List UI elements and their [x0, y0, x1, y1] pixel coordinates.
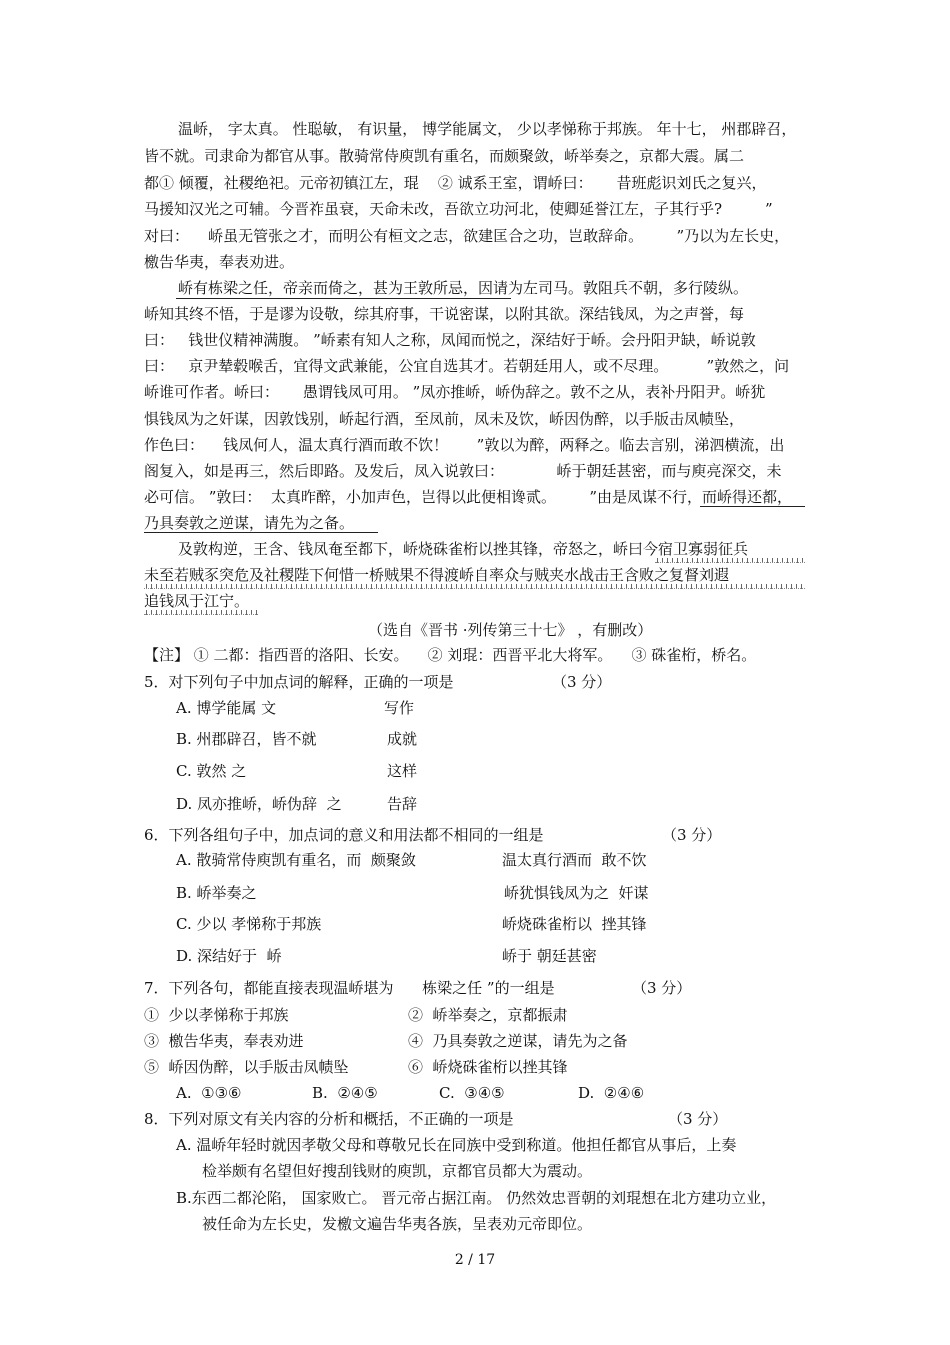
option-d-meaning: 告辞	[387, 795, 418, 813]
wavy-underline	[655, 558, 805, 563]
question-score: （3 分）	[668, 1110, 728, 1128]
question-score: （3 分）	[632, 979, 692, 997]
option-a-continued: 检举颇有名望但好搜刮钱财的庾凯，京都官员都大为震动。	[202, 1162, 593, 1180]
passage-line: 都① 倾覆，社稷绝祀。元帝初镇江左，琨 ② 诚系王室，谓峤曰： 昔班彪识刘氏之复兴，	[144, 174, 767, 192]
passage-line: 未至若贼豕突危及社稷陛下何惜一桥贼果不得渡峤自率众与贼夹水战击王含败之复督刘遐	[144, 566, 730, 584]
choice-c[interactable]: C. ③④⑤	[439, 1084, 505, 1102]
list-item: ④ 乃具奏敦之逆谋，请先为之备	[408, 1032, 628, 1050]
choice-d[interactable]: D. ②④⑥	[578, 1084, 645, 1102]
option-a-meaning: 写作	[384, 699, 415, 717]
wavy-underline	[144, 584, 805, 589]
list-item: ① 少以孝悌称于邦族	[144, 1006, 289, 1024]
passage-line: 追钱凤于江宁。	[144, 592, 250, 610]
list-item: ⑤ 峤因伪醉，以手版击凤帻坠	[144, 1058, 349, 1076]
list-item: ⑥ 峤烧硃雀桁以挫其锋	[408, 1058, 568, 1076]
wavy-underline	[144, 610, 258, 615]
passage-line: 乃具奏敦之逆谋，请先为之备。	[144, 514, 355, 532]
passage-line: 曰： 钱世仪精神满腹。 ”峤素有知人之称，凤闻而悦之，深结好于峤。会丹阳尹缺，峤说敦	[144, 331, 756, 349]
list-item: ② 峤举奏之，京都振肃	[408, 1006, 568, 1024]
option-c-pair: 峤烧硃雀桁以 挫其锋	[502, 915, 647, 933]
passage-line: 必可信。 ”敦曰： 太真昨醉，小加声色，岂得以此便相谗贰。 ”由是凤谋不行，而峤得还都，	[144, 488, 793, 506]
option-a-pair: 温太真行酒而 敢不饮	[502, 851, 647, 869]
underline	[176, 298, 511, 299]
passage-line: 檄告华夷，奉表劝进。	[144, 253, 295, 271]
passage-line: 阁复入，如是再三，然后即路。及发后，凤入说敦曰： 峤于朝廷甚密，而与庾亮深交，未	[144, 462, 782, 480]
choice-a[interactable]: A. ①③⑥	[176, 1084, 242, 1102]
option-d[interactable]: D. 凤亦推峤，峤伪辞 之	[176, 795, 342, 813]
passage-line: 温峤， 字太真。 性聪敏， 有识量， 博学能属文， 少以孝悌称于邦族。 年十七， 州郡辟召，	[178, 120, 797, 138]
passage-source: （选自《晋书 ·列传第三十七》 ，有删改）	[368, 621, 653, 639]
passage-line: 作色曰： 钱凤何人，温太真行酒而敢不饮！ ”敦以为醉，两释之。临去言别，涕泗横流，出	[144, 436, 785, 454]
passage-line: 峤谁可作者。峤曰： 愚谓钱凤可用。 ”凤亦推峤，峤伪辞之。敦不之从，表补丹阳尹。峤犹	[144, 383, 766, 401]
passage-line: 惧钱凤为之奸谋，因敦饯别，峤起行酒，至凤前，凤未及饮，峤因伪醉，以手版击凤帻坠，	[144, 410, 745, 428]
passage-line: 马援知汉光之可辅。今晋祚虽衰，天命未改，吾欲立功河北，使卿延誉江左，子其行乎? ”	[144, 200, 773, 218]
question-stem: 6．下列各组句子中，加点词的意义和用法都不相同的一组是	[144, 826, 544, 844]
passage-line: 曰： 京尹辇毂喉舌，宜得文武兼能，公宜自选其才。若朝廷用人，或不尽理。 ”敦然之，问	[144, 357, 790, 375]
option-b[interactable]: B.东西二都沦陷， 国家败亡。 晋元帝占据江南。 仍然效忠晋朝的刘琨想在北方建功立业，	[176, 1189, 777, 1207]
option-b-pair: 峤犹惧钱凤为之 奸谋	[504, 884, 649, 902]
option-d[interactable]: D. 深结好于 峤	[176, 947, 282, 965]
question-stem: 7．下列各句，都能直接表现温峤堪为 栋梁之任 ”的一组是	[144, 979, 555, 997]
question-score: （3 分）	[662, 826, 722, 844]
passage-line: 峤知其终不悟，于是谬为设敬，综其府事，干说密谋，以附其欲。深结钱凤，为之声誉，每	[144, 305, 745, 323]
option-a[interactable]: A. 温峤年轻时就因孝敬父母和尊敬兄长在同族中受到称道。他担任都官从事后，上奏	[176, 1136, 737, 1154]
option-c[interactable]: C. 少以 孝悌称于邦族	[176, 915, 322, 933]
passage-line: 及敦构逆，王含、钱凤奄至都下，峤烧硃雀桁以挫其锋，帝怒之，峤曰今宿卫寡弱征兵	[178, 540, 749, 558]
option-b-meaning: 成就	[387, 730, 418, 748]
underline	[144, 532, 378, 533]
list-item: ③ 檄告华夷，奉表劝进	[144, 1032, 304, 1050]
underline	[700, 506, 805, 507]
option-d-pair: 峤于 朝廷甚密	[502, 947, 597, 965]
question-score: （3 分）	[552, 673, 612, 691]
choice-b[interactable]: B. ②④⑤	[312, 1084, 378, 1102]
option-c-meaning: 这样	[387, 762, 418, 780]
option-a[interactable]: A. 博学能属 文	[176, 699, 277, 717]
passage-line: 对曰： 峤虽无管张之才，而明公有桓文之志，欲建匡合之功，岂敢辞命。 ”乃以为左长史，	[144, 227, 790, 245]
question-stem: 8．下列对原文有关内容的分析和概括，不正确的一项是	[144, 1110, 514, 1128]
page-number: 2 / 17	[454, 1252, 496, 1268]
option-b[interactable]: B. 峤举奏之	[176, 884, 257, 902]
option-c[interactable]: C. 敦然 之	[176, 762, 247, 780]
option-a[interactable]: A. 散骑常侍庾凯有重名，而 颇聚敛	[176, 851, 416, 869]
passage-line: 峤有栋梁之任，帝亲而倚之，甚为王敦所忌，因请为左司马。敦阻兵不朝，多行陵纵。	[178, 279, 749, 297]
passage-line: 皆不就。司隶命为都官从事。散骑常侍庾凯有重名，而颇聚敛，峤举奏之，京都大震。属二	[144, 147, 745, 165]
option-b[interactable]: B. 州郡辟召，皆不就	[176, 730, 317, 748]
question-stem: 5．对下列句子中加点词的解释，正确的一项是	[144, 673, 454, 691]
passage-note: 【注】 ① 二都：指西晋的洛阳、长安。 ② 刘琨：西晋平北大将军。 ③ 硃雀桁，桥名。	[144, 646, 757, 664]
option-b-continued: 被任命为左长史，发檄文遍告华夷各族，呈表劝元帝即位。	[202, 1215, 593, 1233]
